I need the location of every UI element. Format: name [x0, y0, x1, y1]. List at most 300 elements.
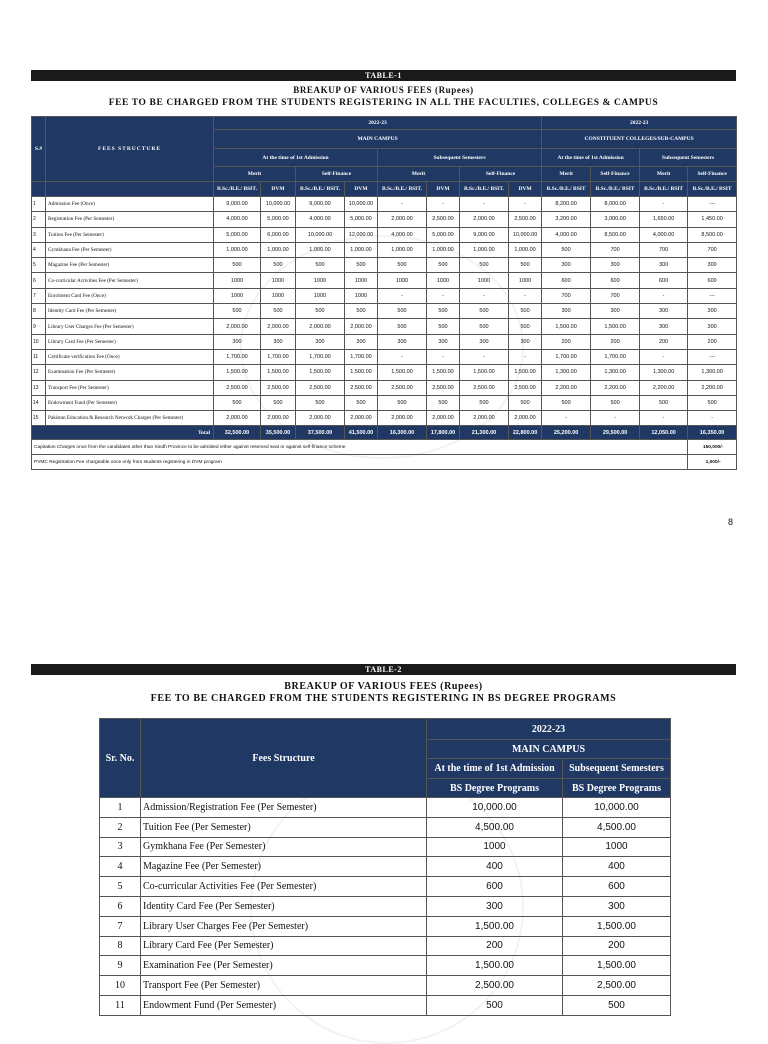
fee-value-cell: 2,000.00: [345, 319, 378, 334]
fee-value-cell: 2,500.00: [509, 380, 542, 395]
fee-value-cell: 4,000.00: [214, 212, 261, 227]
row-fee-name: Certificate verification Fee (Once): [46, 349, 214, 364]
fee-value-cell: 1,500.00: [542, 319, 591, 334]
program-header: DVM: [261, 182, 296, 197]
first-admission-value: 1000: [427, 837, 563, 857]
pvmc-note-value: 1,000/-: [688, 455, 737, 470]
program-header: B.Sc./B.E./ BSIT: [688, 182, 737, 197]
row-fee-name: Tuition Fee (Per Semester): [141, 817, 427, 837]
year-header-constituent: 2022-23: [542, 117, 737, 130]
total-value-cell: 37,500.00: [296, 426, 345, 440]
table-row: [32, 365, 737, 380]
fee-value-cell: 2,500.00: [214, 380, 261, 395]
row-fee-name: Endowment Fund (Per Semester): [141, 995, 427, 1015]
fee-value-cell: 500: [640, 395, 688, 410]
row-sno: 11: [32, 349, 46, 364]
total-value-cell: 35,500.00: [261, 426, 296, 440]
row-fee-name: Identity Card Fee (Per Semester): [141, 896, 427, 916]
fee-value-cell: 600: [688, 273, 737, 288]
fee-table-1: [31, 116, 737, 470]
first-admission-value: 10,000.00: [427, 798, 563, 818]
row-fee-name: Endowment Fund (Per Semester): [46, 395, 214, 410]
fee-value-cell: -: [591, 411, 640, 426]
fee-value-cell: 300: [261, 334, 296, 349]
row-srno: 4: [100, 857, 141, 877]
fee-value-cell: 1000: [214, 273, 261, 288]
total-value-cell: 29,500.00: [591, 426, 640, 440]
fee-value-cell: 300: [640, 304, 688, 319]
fee-value-cell: -: [427, 197, 460, 212]
fee-value-cell: 2,000.00: [427, 411, 460, 426]
subsequent-value: 400: [563, 857, 671, 877]
row-srno: 3: [100, 837, 141, 857]
main-campus-header: MAIN CAMPUS: [427, 740, 671, 759]
fee-value-cell: 500: [296, 395, 345, 410]
fee-value-cell: 1000: [345, 273, 378, 288]
total-value-cell: 32,500.00: [214, 426, 261, 440]
fee-value-cell: -: [509, 197, 542, 212]
program-header: B.Sc./B.E./ BSIT.: [378, 182, 427, 197]
fee-value-cell: 1,700.00: [214, 349, 261, 364]
fee-value-cell: 200: [688, 334, 737, 349]
fee-value-cell: 2,000.00: [261, 411, 296, 426]
fee-value-cell: 2,200.00: [640, 380, 688, 395]
fee-value-cell: 1,700.00: [261, 349, 296, 364]
row-srno: 8: [100, 936, 141, 956]
fee-value-cell: 1000: [345, 288, 378, 303]
col-fees-structure-header: Fees Structure: [141, 719, 427, 798]
group-header: Self-Finance: [296, 167, 378, 182]
fee-value-cell: 1,300.00: [640, 365, 688, 380]
fee-value-cell: ---: [688, 349, 737, 364]
group-header: Merit: [542, 167, 591, 182]
fee-value-cell: 300: [296, 334, 345, 349]
table1-subheading: FEE TO BE CHARGED FROM THE STUDENTS REGISTERING IN ALL THE FACULTIES, COLLEGES & CAMPUS: [108, 98, 659, 108]
table-row: [32, 258, 737, 273]
table1-title-bar: TABLE-1: [31, 70, 736, 81]
table1-heading: BREAKUP OF VARIOUS FEES (Rupees): [293, 85, 474, 95]
row-fee-name: Gymkhana Fee (Per Semester): [46, 242, 214, 257]
fee-value-cell: 500: [542, 395, 591, 410]
subsequent-value: 1000: [563, 837, 671, 857]
subsequent-value: 4,500.00: [563, 817, 671, 837]
fee-value-cell: 500: [688, 395, 737, 410]
first-admission-value: 2,500.00: [427, 976, 563, 996]
row-fee-name: Gymkhana Fee (Per Semester): [141, 837, 427, 857]
fee-value-cell: 300: [640, 319, 688, 334]
total-value-cell: 22,800.00: [509, 426, 542, 440]
const-subsequent-header: Subsequent Semesters: [640, 149, 737, 167]
fee-value-cell: 8,000.00: [591, 197, 640, 212]
capitation-note-text: Capitation Charges once from the candidates other than Sindh Province to be admitted either against reserved seat or against self-finance scheme: [32, 440, 688, 455]
row-srno: 7: [100, 916, 141, 936]
fee-value-cell: 5,000.00: [345, 212, 378, 227]
col-sno-header: S.#: [32, 117, 46, 182]
fee-value-cell: 1,700.00: [542, 349, 591, 364]
total-value-cell: 16,300.00: [378, 426, 427, 440]
fee-value-cell: 1,000.00: [378, 242, 427, 257]
first-admission-value: 1,500.00: [427, 956, 563, 976]
row-fee-name: Library User Charges Fee (Per Semester): [141, 916, 427, 936]
pvmc-note: [32, 455, 737, 470]
fee-value-cell: 300: [542, 304, 591, 319]
fee-table-2: [99, 718, 671, 1016]
fee-value-cell: 5,000.00: [214, 227, 261, 242]
total-label: Total: [32, 426, 214, 440]
fee-value-cell: 1000: [296, 288, 345, 303]
row-sno: 1: [32, 197, 46, 212]
row-sno: 2: [32, 212, 46, 227]
row-sno: 14: [32, 395, 46, 410]
fee-value-cell: 500: [261, 395, 296, 410]
fee-value-cell: 1,500.00: [378, 365, 427, 380]
fee-value-cell: 300: [688, 319, 737, 334]
fee-value-cell: 700: [542, 288, 591, 303]
fee-value-cell: 2,000.00: [460, 212, 509, 227]
fee-value-cell: -: [460, 288, 509, 303]
subsequent-value: 300: [563, 896, 671, 916]
row-fee-name: Library Card Fee (Per Semester): [46, 334, 214, 349]
row-sno: 5: [32, 258, 46, 273]
table-row: [100, 817, 671, 837]
fee-value-cell: 500: [542, 242, 591, 257]
row-sno: 9: [32, 319, 46, 334]
fee-value-cell: 2,200.00: [591, 380, 640, 395]
fee-value-cell: 200: [591, 334, 640, 349]
subsequent-value: 10,000.00: [563, 798, 671, 818]
fee-value-cell: 2,000.00: [460, 411, 509, 426]
row-sno: 4: [32, 242, 46, 257]
fee-value-cell: 300: [640, 258, 688, 273]
fee-value-cell: 1000: [427, 273, 460, 288]
constituent-header: CONSTITUENT COLLEGES/SUB-CAMPUS: [542, 130, 737, 149]
fee-value-cell: 500: [214, 304, 261, 319]
fee-value-cell: 12,000.00: [345, 227, 378, 242]
table-row: [32, 288, 737, 303]
fee-value-cell: 2,200.00: [688, 380, 737, 395]
group-header: Merit: [640, 167, 688, 182]
first-admission-value: 1,500.00: [427, 916, 563, 936]
capitation-note-value: 150,000/-: [688, 440, 737, 455]
row-fee-name: Examination Fee (Per Semester): [141, 956, 427, 976]
fee-value-cell: 1,300.00: [591, 365, 640, 380]
fee-value-cell: 10,000.00: [509, 227, 542, 242]
row-fee-name: Magazine Fee (Per Semester): [141, 857, 427, 877]
fee-value-cell: 500: [345, 304, 378, 319]
row-sno: 3: [32, 227, 46, 242]
table2-heading: BREAKUP OF VARIOUS FEES (Rupees): [284, 681, 483, 692]
group-header: Merit: [378, 167, 460, 182]
fee-value-cell: 1,000.00: [345, 242, 378, 257]
fee-value-cell: 2,500.00: [509, 212, 542, 227]
row-srno: 10: [100, 976, 141, 996]
fee-value-cell: 2,500.00: [427, 212, 460, 227]
main-campus-header: MAIN CAMPUS: [214, 130, 542, 149]
fee-value-cell: 200: [640, 334, 688, 349]
fee-value-cell: -: [542, 411, 591, 426]
fee-value-cell: ---: [688, 288, 737, 303]
program-header: B.Sc./B.E./ BSIT: [640, 182, 688, 197]
table-row: [32, 411, 737, 426]
pvmc-note-text: PVMC Registration Fee chargeable once only from students registering in DVM program: [32, 455, 688, 470]
first-admission-value: 500: [427, 995, 563, 1015]
table-row: [100, 976, 671, 996]
fee-value-cell: 500: [214, 258, 261, 273]
fee-value-cell: 500: [345, 258, 378, 273]
fee-value-cell: 2,500.00: [345, 380, 378, 395]
fee-value-cell: 500: [378, 319, 427, 334]
row-sno: 7: [32, 288, 46, 303]
fee-value-cell: 4,000.00: [542, 227, 591, 242]
row-srno: 2: [100, 817, 141, 837]
program-header: B.Sc./B.E./ BSIT: [591, 182, 640, 197]
fee-value-cell: 2,000.00: [214, 411, 261, 426]
fee-value-cell: 500: [509, 258, 542, 273]
fee-value-cell: 500: [214, 395, 261, 410]
fee-value-cell: 300: [214, 334, 261, 349]
table-row: [32, 395, 737, 410]
fee-value-cell: 500: [378, 258, 427, 273]
fee-value-cell: 1,700.00: [296, 349, 345, 364]
row-fee-name: Magazine Fee (Per Semester): [46, 258, 214, 273]
fee-value-cell: 4,000.00: [378, 227, 427, 242]
fee-value-cell: 1,500.00: [591, 319, 640, 334]
program-header: DVM: [509, 182, 542, 197]
fee-value-cell: 9,000.00: [460, 227, 509, 242]
fee-value-cell: 1,500.00: [427, 365, 460, 380]
fee-value-cell: 1,700.00: [345, 349, 378, 364]
first-admission-header: At the time of 1st Admission: [214, 149, 378, 167]
table-row: [100, 896, 671, 916]
fee-value-cell: 700: [591, 242, 640, 257]
fee-value-cell: 1,500.00: [345, 365, 378, 380]
row-fee-name: Transport Fee (Per Semester): [46, 380, 214, 395]
table-row: [32, 304, 737, 319]
fee-value-cell: 1,000.00: [460, 242, 509, 257]
fee-value-cell: 300: [460, 334, 509, 349]
col-fees-structure-header: FEES STRUCTURE: [46, 117, 214, 182]
row-fee-name: Transport Fee (Per Semester): [141, 976, 427, 996]
program-header: B.Sc./B.E./ BSIT: [542, 182, 591, 197]
fee-value-cell: 500: [460, 258, 509, 273]
fee-value-cell: 10,000.00: [345, 197, 378, 212]
subsequent-value: 1,500.00: [563, 956, 671, 976]
fee-value-cell: 600: [640, 273, 688, 288]
row-srno: 5: [100, 877, 141, 897]
table-row: [32, 334, 737, 349]
table-row: [100, 857, 671, 877]
first-admission-value: 4,500.00: [427, 817, 563, 837]
fee-value-cell: 500: [460, 304, 509, 319]
fee-value-cell: 1000: [261, 288, 296, 303]
fee-value-cell: 1000: [214, 288, 261, 303]
row-fee-name: Library Card Fee (Per Semester): [141, 936, 427, 956]
fee-value-cell: 1,500.00: [509, 365, 542, 380]
fee-value-cell: 3,200.00: [542, 212, 591, 227]
total-value-cell: 25,200.00: [542, 426, 591, 440]
fee-value-cell: 500: [427, 258, 460, 273]
fee-value-cell: ---: [688, 197, 737, 212]
program-header: B.Sc./B.E./ BSIT.: [214, 182, 261, 197]
table-row: [100, 837, 671, 857]
fee-value-cell: 500: [509, 304, 542, 319]
fee-value-cell: 500: [591, 395, 640, 410]
fee-value-cell: 1,650.00: [640, 212, 688, 227]
fee-value-cell: 1000: [509, 273, 542, 288]
fee-value-cell: 1,500.00: [460, 365, 509, 380]
fee-value-cell: 1000: [296, 273, 345, 288]
fee-value-cell: 1000: [378, 273, 427, 288]
fee-value-cell: 2,000.00: [378, 212, 427, 227]
table-row: [32, 380, 737, 395]
total-value-cell: 12,050.00: [640, 426, 688, 440]
table2-title-bar: TABLE-2: [31, 664, 736, 675]
row-srno: 9: [100, 956, 141, 976]
fee-value-cell: 300: [688, 304, 737, 319]
fee-value-cell: -: [640, 197, 688, 212]
fee-value-cell: 2,500.00: [296, 380, 345, 395]
fee-value-cell: 3,000.00: [591, 212, 640, 227]
const-first-admission-header: At the time of 1st Admission: [542, 149, 640, 167]
fee-value-cell: -: [378, 349, 427, 364]
fee-value-cell: 2,500.00: [427, 380, 460, 395]
fee-value-cell: 2,000.00: [509, 411, 542, 426]
fee-value-cell: 500: [345, 395, 378, 410]
fee-value-cell: 5,000.00: [261, 212, 296, 227]
fee-value-cell: 300: [688, 258, 737, 273]
fee-value-cell: 6,000.00: [261, 227, 296, 242]
first-admission-value: 600: [427, 877, 563, 897]
row-fee-name: Library User Charges Fee (Per Semester): [46, 319, 214, 334]
program-header: BS Degree Programs: [563, 779, 671, 798]
year-header-main: 2022-23: [214, 117, 542, 130]
group-header: Self-Finance: [688, 167, 737, 182]
fee-value-cell: 1,000.00: [261, 242, 296, 257]
first-admission-header: At the time of 1st Admission: [427, 759, 563, 779]
fee-value-cell: 10,000.00: [296, 227, 345, 242]
fee-value-cell: 8,500.00: [688, 227, 737, 242]
fee-value-cell: 500: [460, 319, 509, 334]
fee-value-cell: -: [509, 349, 542, 364]
fee-value-cell: 500: [378, 304, 427, 319]
program-header: DVM: [427, 182, 460, 197]
fee-value-cell: 1000: [261, 273, 296, 288]
fee-value-cell: 600: [591, 273, 640, 288]
fee-value-cell: -: [427, 288, 460, 303]
fee-value-cell: 500: [509, 395, 542, 410]
fee-value-cell: -: [640, 288, 688, 303]
program-header: BS Degree Programs: [427, 779, 563, 798]
fee-value-cell: 700: [688, 242, 737, 257]
table-row: [32, 212, 737, 227]
fee-value-cell: 700: [640, 242, 688, 257]
row-fee-name: Registration Fee (Per Semester): [46, 212, 214, 227]
group-header: Merit: [214, 167, 296, 182]
fee-value-cell: 200: [542, 334, 591, 349]
fee-value-cell: 8,200.00: [542, 197, 591, 212]
table2-subheading: FEE TO BE CHARGED FROM THE STUDENTS REGISTERING IN BS DEGREE PROGRAMS: [150, 693, 617, 704]
fee-value-cell: -: [509, 288, 542, 303]
year-header: 2022-23: [427, 719, 671, 740]
fee-value-cell: 500: [427, 304, 460, 319]
fee-value-cell: -: [460, 197, 509, 212]
subsequent-value: 600: [563, 877, 671, 897]
table-row: [32, 273, 737, 288]
fee-value-cell: 2,200.00: [542, 380, 591, 395]
fee-value-cell: 1,300.00: [542, 365, 591, 380]
fee-value-cell: 2,000.00: [345, 411, 378, 426]
total-row: [32, 426, 737, 440]
row-sno: 8: [32, 304, 46, 319]
table-row: [100, 936, 671, 956]
row-srno: 11: [100, 995, 141, 1015]
fee-value-cell: -: [640, 411, 688, 426]
fee-value-cell: 1,000.00: [427, 242, 460, 257]
fee-value-cell: 2,000.00: [261, 319, 296, 334]
fee-value-cell: 500: [261, 304, 296, 319]
page-number: 8: [728, 517, 734, 527]
fee-value-cell: 8,500.00: [591, 227, 640, 242]
table-row: [100, 995, 671, 1015]
fee-value-cell: 500: [427, 395, 460, 410]
fee-value-cell: 500: [378, 395, 427, 410]
fee-value-cell: 9,000.00: [214, 197, 261, 212]
fee-value-cell: 300: [427, 334, 460, 349]
row-sno: 15: [32, 411, 46, 426]
table-row: [32, 197, 737, 212]
row-srno: 1: [100, 798, 141, 818]
fee-value-cell: 1,000.00: [214, 242, 261, 257]
fee-value-cell: 300: [591, 304, 640, 319]
fee-value-cell: 4,000.00: [640, 227, 688, 242]
fee-value-cell: 1000: [460, 273, 509, 288]
table-row: [100, 956, 671, 976]
fee-value-cell: 1,300.00: [688, 365, 737, 380]
first-admission-value: 300: [427, 896, 563, 916]
fee-value-cell: 300: [542, 258, 591, 273]
table-row: [100, 877, 671, 897]
table-row: [32, 227, 737, 242]
subsequent-value: 1,500.00: [563, 916, 671, 936]
fee-value-cell: 4,000.00: [296, 212, 345, 227]
subsequent-header: Subsequent Semesters: [378, 149, 542, 167]
row-fee-name: Identity Card Fee (Per Semester): [46, 304, 214, 319]
fee-value-cell: 1,700.00: [591, 349, 640, 364]
row-fee-name: Admission/Registration Fee (Per Semester): [141, 798, 427, 818]
row-sno: 6: [32, 273, 46, 288]
fee-value-cell: 700: [591, 288, 640, 303]
fee-value-cell: 1,500.00: [296, 365, 345, 380]
subsequent-value: 500: [563, 995, 671, 1015]
total-value-cell: 41,500.00: [345, 426, 378, 440]
fee-value-cell: 1,500.00: [261, 365, 296, 380]
fee-value-cell: 2,000.00: [296, 411, 345, 426]
row-sno: 12: [32, 365, 46, 380]
row-sno: 10: [32, 334, 46, 349]
fee-value-cell: 2,000.00: [296, 319, 345, 334]
fee-value-cell: 2,500.00: [460, 380, 509, 395]
fee-value-cell: 1,500.00: [214, 365, 261, 380]
fee-value-cell: 2,500.00: [378, 380, 427, 395]
subsequent-value: 200: [563, 936, 671, 956]
table-row: [32, 319, 737, 334]
fee-value-cell: -: [460, 349, 509, 364]
total-value-cell: 16,350.00: [688, 426, 737, 440]
fee-value-cell: -: [640, 349, 688, 364]
group-header: Self-Finance: [460, 167, 542, 182]
fee-value-cell: 1,000.00: [296, 242, 345, 257]
program-header: B.Sc./B.E./ BSIT.: [296, 182, 345, 197]
